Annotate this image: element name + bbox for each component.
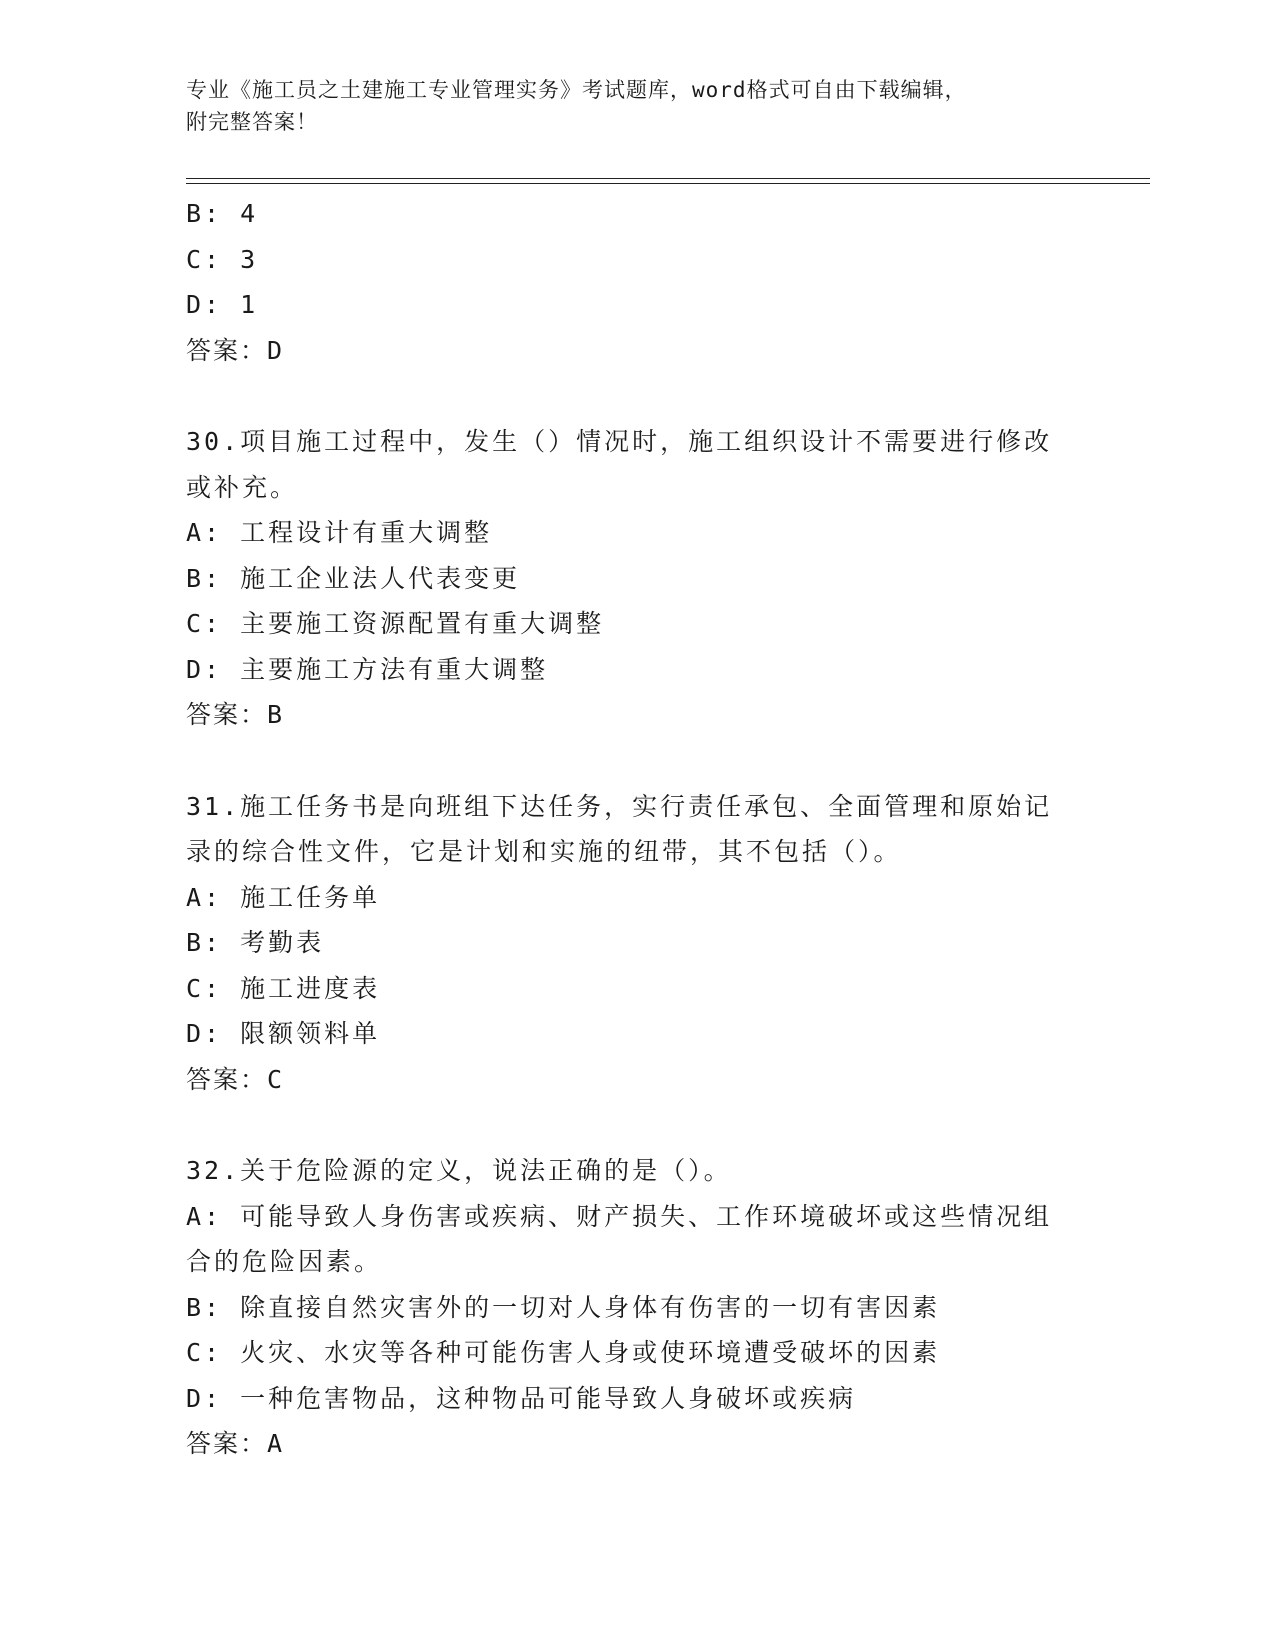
option-label: A: <box>186 1201 223 1231</box>
option-text: 工程设计有重大调整 <box>240 518 493 547</box>
header-divider-bottom <box>186 183 1150 184</box>
option-line <box>186 556 1086 602</box>
question-stem: 32.关于危险源的定义，说法正确的是（）。 <box>186 1156 732 1185</box>
option-label: B: <box>186 199 223 228</box>
answer-line: 答案：A <box>186 1429 285 1458</box>
option-label: D: <box>186 1019 223 1048</box>
option-text-cont: 合的危险因素。 <box>186 1247 383 1276</box>
question-stem: 31.施工任务书是向班组下达任务，实行责任承包、全面管理和原始记 <box>186 791 1053 821</box>
question-32 <box>186 1148 1086 1467</box>
option-label: D: <box>186 1383 223 1413</box>
option-label: C: <box>186 609 223 638</box>
option-text: 3 <box>240 244 259 274</box>
option-line <box>186 875 1086 921</box>
option-line <box>186 191 1086 237</box>
question-30 <box>186 419 1086 738</box>
header-line-2: 附完整答案！ <box>186 110 318 134</box>
option-text: 可能导致人身伤害或疾病、财产损失、工作环境破坏或这些情况组 <box>240 1201 1053 1231</box>
option-line <box>186 237 1086 283</box>
option-line <box>186 920 1086 966</box>
option-line <box>186 282 1086 328</box>
question-stem-cont: 录的综合性文件，它是计划和实施的纽带，其不包括（）。 <box>186 837 902 866</box>
question-stem: 30.项目施工过程中，发生（）情况时，施工组织设计不需要进行修改 <box>186 427 1053 456</box>
option-label: D: <box>186 654 223 684</box>
option-text: 主要施工资源配置有重大调整 <box>240 609 605 638</box>
option-line <box>186 1194 1086 1240</box>
option-text: 限额领料单 <box>240 1019 381 1048</box>
question-stem-cont: 或补充。 <box>186 472 299 502</box>
option-label: D: <box>186 290 223 319</box>
option-label: A: <box>186 882 223 912</box>
option-line <box>186 1330 1086 1376</box>
option-line <box>186 1011 1086 1057</box>
option-line <box>186 966 1086 1012</box>
option-label: C: <box>186 244 223 274</box>
option-line <box>186 647 1086 693</box>
question-31 <box>186 784 1086 1103</box>
document-body <box>186 191 1086 1467</box>
option-label: B: <box>186 928 223 957</box>
header-line-1: 专业《施工员之土建施工专业管理实务》考试题库，word格式可自由下载编辑， <box>186 78 967 102</box>
option-text: 火灾、水灾等各种可能伤害人身或使环境遭受破坏的因素 <box>240 1338 941 1367</box>
option-text: 1 <box>240 290 259 319</box>
option-label: B: <box>186 563 223 593</box>
answer-line: 答案：B <box>186 700 285 729</box>
option-text: 一种危害物品，这种物品可能导致人身破坏或疾病 <box>240 1383 857 1413</box>
option-label: B: <box>186 1292 223 1322</box>
option-text: 施工进度表 <box>240 973 381 1003</box>
option-text: 主要施工方法有重大调整 <box>240 654 549 684</box>
answer-line: 答案：D <box>186 335 285 365</box>
option-text: 考勤表 <box>240 928 325 957</box>
option-line <box>186 1376 1086 1422</box>
header-divider-top <box>186 178 1150 179</box>
option-text: 除直接自然灾害外的一切对人身体有伤害的一切有害因素 <box>240 1292 941 1322</box>
option-label: A: <box>186 518 223 547</box>
option-label: C: <box>186 973 223 1003</box>
option-text: 4 <box>240 199 259 228</box>
option-line <box>186 601 1086 647</box>
answer-line: 答案：C <box>186 1064 285 1094</box>
option-line <box>186 510 1086 556</box>
carryover-block <box>186 191 1086 373</box>
option-text: 施工任务单 <box>240 882 381 912</box>
option-text: 施工企业法人代表变更 <box>240 563 521 593</box>
page-header <box>186 74 1066 138</box>
option-line <box>186 1285 1086 1331</box>
option-label: C: <box>186 1338 223 1367</box>
